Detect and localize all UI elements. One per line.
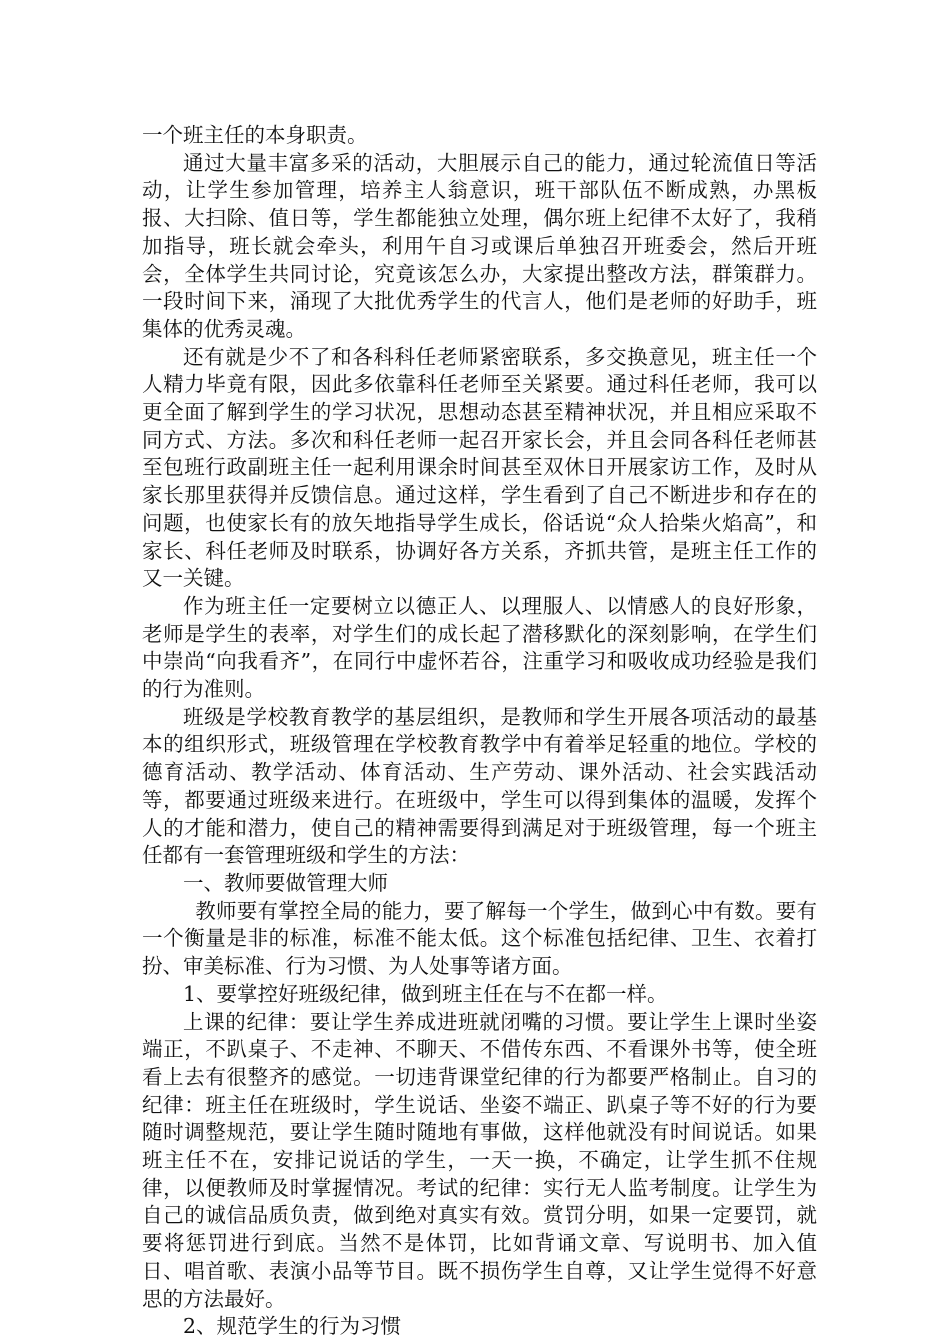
paragraph-2: 通过大量丰富多采的活动，大胆展示自己的能力，通过轮流值日等活动，让学生参加管理，培养主人翁意识，班干部队伍不断成熟，办黑板报、大扫除、值日等，学生都能独立处理，偶尔班上纪律不太好了，我稍加指导，班长就会牵头，利用午自习或课后单独召开班委会，然后开班会，全体学生共同讨论，究竟该怎么办，大家提出整改方法，群策群力。一段时间下来，涌现了大批优秀学生的代言人，他们是老师的好助手，班集体的优秀灵魂。: [142, 150, 817, 341]
paragraph-4: 作为班主任一定要树立以德正人、以理服人、以情感人的良好形象，老师是学生的表率，对学生们的成长起了潜移默化的深刻影响，在学生们中崇尚“向我看齐”，在同行中虚怀若谷，注重学习和吸收成功经验是我们的行为准则。: [142, 593, 817, 702]
paragraph-6: 教师要有掌控全局的能力，要了解每一个学生，做到心中有数。要有一个衡量是非的标准，标准不能太低。这个标准包括纪律、卫生、衣着打扮、审美标准、行为习惯、为人处事等诸方面。: [142, 898, 817, 979]
subheading-2: 2、规范学生的行为习惯: [183, 1314, 402, 1339]
paragraph-5: 班级是学校教育教学的基层组织，是教师和学生开展各项活动的最基本的组织形式，班级管理在学校教育教学中有着举足轻重的地位。学校的德育活动、教学活动、体育活动、生产劳动、课外活动、社会实践活动等，都要通过班级来进行。在班级中，学生可以得到集体的温暖，发挥个人的才能和潜力，使自己的精神需要得到满足对于班级管理，每一个班主任都有一套管理班级和学生的方法：: [142, 704, 817, 868]
paragraph-3: 还有就是少不了和各科科任老师紧密联系，多交换意见，班主任一个人精力毕竟有限，因此多依靠科任老师至关紧要。通过科任老师，我可以更全面了解到学生的学习状况，思想动态甚至精神状况，并且相应采取不同方式、方法。多次和科任老师一起召开家长会，并且会同各科任老师甚至包班行政副班主任一起利用课余时间甚至双休日开展家访工作，及时从家长那里获得并反馈信息。通过这样，学生看到了自己不断进步和存在的问题，也使家长有的放矢地指导学生成长，俗话说“众人拾柴火焰高”，和家长、科任老师及时联系，协调好各方关系，齐抓共管，是班主任工作的又一关键。: [142, 344, 817, 591]
paragraph-7: 上课的纪律：要让学生养成进班就闭嘴的习惯。要让学生上课时坐姿端正，不趴桌子、不走神、不聊天、不借传东西、不看课外书等，使全班看上去有很整齐的感觉。一切违背课堂纪律的行为都要严格制止。自习的纪律：班主任在班级时，学生说话、坐姿不端正、趴桌子等不好的行为要随时调整规范，要让学生随时随地有事做，这样他就没有时间说话。如果班主任不在，安排记说话的学生，一天一换，不确定，让学生抓不住规律，以便教师及时掌握情况。考试的纪律：实行无人监考制度。让学生为自己的诚信品质负责，做到绝对真实有效。赏罚分明，如果一定要罚，就要将惩罚进行到底。当然不是体罚，比如背诵文章、写说明书、加入值日、唱首歌、表演小品等节目。既不损伤学生自尊，又让学生觉得不好意思的方法最好。: [142, 1009, 817, 1311]
section-heading-1: 一、教师要做管理大师: [183, 870, 388, 895]
document-page: [142, 122, 817, 1341]
subheading-1: 1、要掌控好班级纪律，做到班主任在与不在都一样。: [183, 981, 668, 1006]
paragraph-1: 一个班主任的本身职责。: [142, 123, 368, 147]
